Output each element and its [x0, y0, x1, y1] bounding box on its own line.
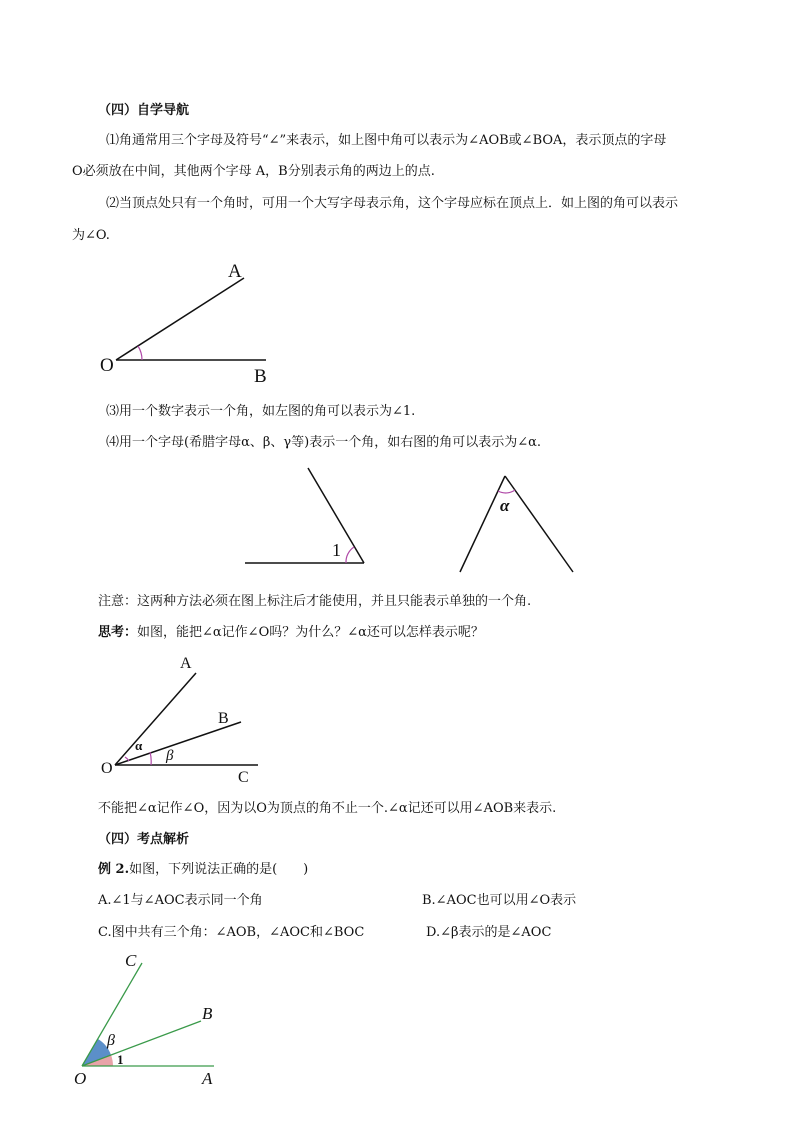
label-a: A — [202, 1069, 213, 1088]
label-b: B — [202, 1004, 213, 1023]
note-text: 注意：这两种方法必须在图上标注后才能使用，并且只能表示单独的一个角. — [98, 594, 532, 609]
option-d: D.∠β表示的是∠AOC — [426, 925, 552, 940]
paragraph-1-line-2: O必须放在中间，其他两个字母 A，B分别表示角的两边上的点. — [72, 164, 435, 179]
paragraph-1-line-1: ⑴角通常用三个字母及符号“∠”来表示，如上图中角可以表示为∠AOB或∠BOA，表示顶点的字母 — [106, 133, 667, 148]
answer-text: 不能把∠α记作∠O，因为以O为顶点的角不止一个.∠α记还可以用∠AOB来表示. — [98, 801, 557, 816]
label-o: O — [101, 760, 113, 777]
label-a: A — [228, 261, 242, 282]
option-a: A.∠1与∠AOC表示同一个角 — [98, 893, 263, 908]
label-b: B — [218, 710, 229, 727]
paragraph-3: ⑶用一个数字表示一个角，如左图的角可以表示为∠1. — [106, 404, 416, 419]
label-alpha: α — [500, 496, 510, 515]
label-o: O — [74, 1069, 87, 1088]
label-1: 1 — [117, 1052, 124, 1067]
label-b: B — [254, 366, 267, 387]
section-heading-exam-analysis: （四）考点解析 — [98, 832, 190, 847]
option-b: B.∠AOC也可以用∠O表示 — [422, 893, 577, 908]
paragraph-4: ⑷用一个字母(希腊字母α、β、γ等)表示一个角，如右图的角可以表示为∠α. — [106, 435, 542, 450]
label-o: O — [100, 355, 114, 376]
example-label: 例 2. — [98, 862, 130, 877]
label-beta: β — [166, 748, 174, 764]
label-beta: β — [107, 1032, 115, 1049]
option-c: C.图中共有三个角：∠AOB，∠AOC和∠BOC — [98, 925, 365, 940]
label-1: 1 — [332, 540, 341, 560]
label-alpha: α — [135, 738, 143, 753]
label-c: C — [238, 769, 249, 786]
label-c: C — [125, 951, 137, 970]
section-heading-self-study: （四）自学导航 — [98, 103, 190, 118]
label-a: A — [180, 655, 192, 672]
ray-oc — [82, 963, 142, 1066]
think-text: 如图，能把∠α记作∠O吗？为什么？∠α还可以怎样表示呢？ — [137, 625, 484, 640]
think-label: 思考： — [98, 625, 138, 640]
paragraph-2-line-1: ⑵当顶点处只有一个角时，可用一个大写字母表示角，这个字母应标在顶点上．如上图的角可以表示 — [106, 196, 679, 211]
paragraph-2-line-2: 为∠O. — [72, 228, 110, 243]
example-text: 如图，下列说法正确的是( ) — [129, 862, 309, 877]
